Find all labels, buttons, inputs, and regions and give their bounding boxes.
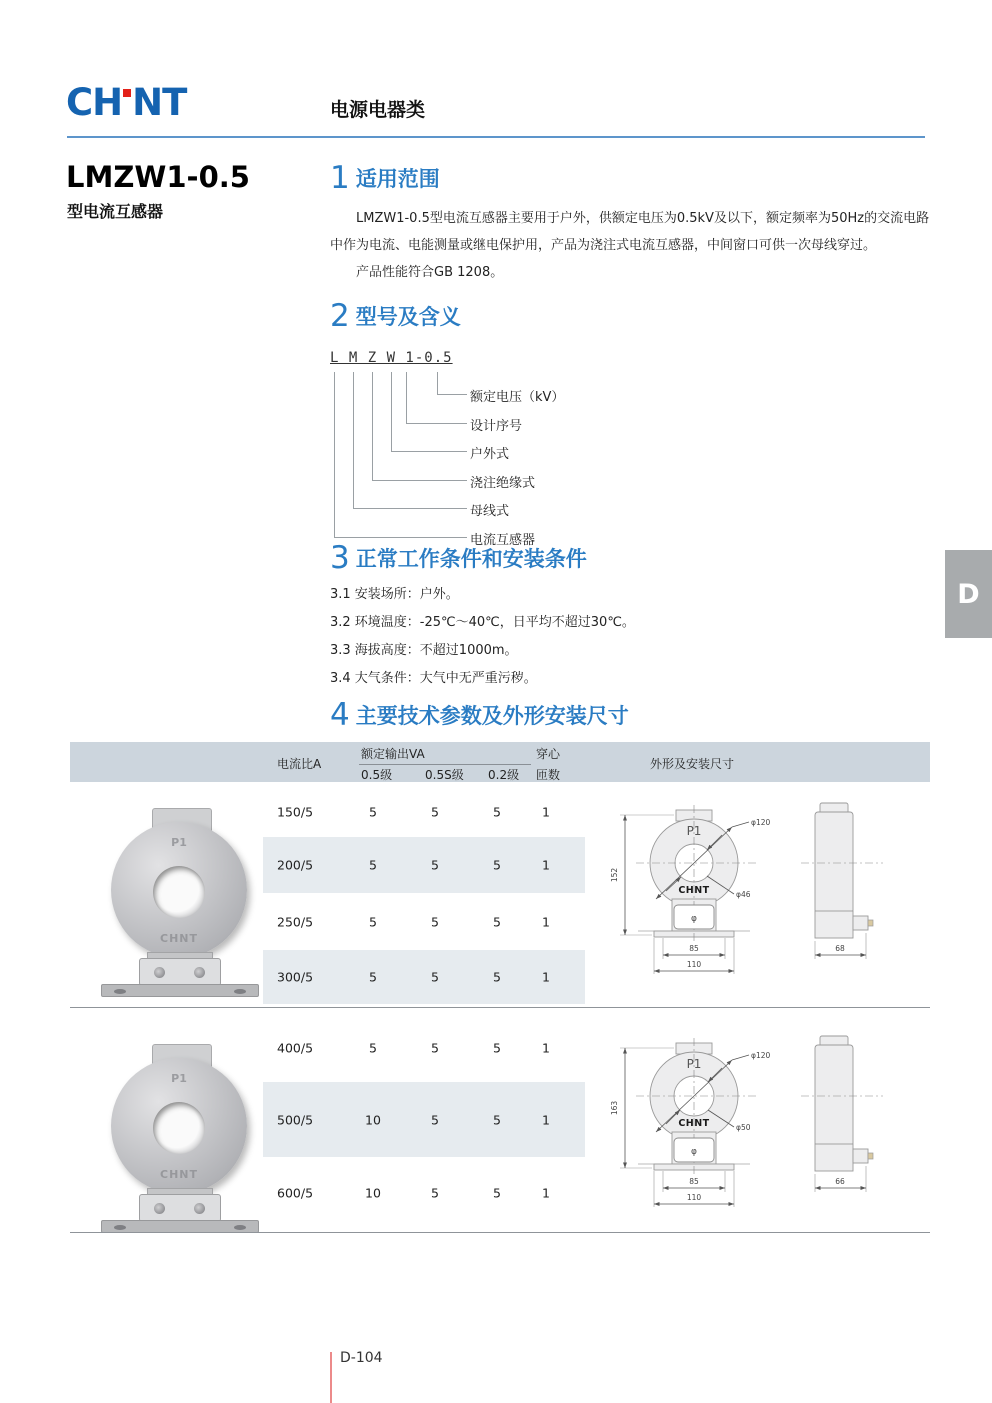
width-110-dim: 110 [686, 1193, 702, 1202]
width-85-dim: 85 [689, 944, 699, 953]
model-code: L M Z W 1-0.5 [330, 350, 453, 366]
cell-05: 10 [365, 1112, 381, 1127]
col-dimensions: 外形及安装尺寸 [650, 757, 735, 771]
section-2-heading [330, 298, 461, 334]
cell-05: 10 [365, 1185, 381, 1201]
col-class-05: 0.5级 [361, 768, 393, 782]
photo-hole [153, 1102, 205, 1154]
section-1-body [330, 205, 934, 286]
group-separator [70, 1007, 930, 1008]
section-4-title: 主要技术参数及外形安装尺寸 [355, 704, 629, 728]
depth-dim: 68 [835, 944, 845, 953]
section-1-title: 适用范围 [355, 167, 440, 191]
cell-05: 5 [369, 1040, 377, 1055]
cell-02: 5 [493, 1185, 501, 1201]
mounting-hole [114, 989, 126, 994]
table-bottom-rule [70, 1232, 930, 1233]
width-110-dim: 110 [686, 960, 702, 969]
dimension-drawing [608, 1026, 928, 1241]
section-2-number: 2 [330, 298, 350, 334]
page-number: D-104 [340, 1350, 383, 1366]
drawing-svg [608, 1026, 928, 1241]
footer-accent-line [330, 1352, 332, 1403]
cell-turns: 1 [542, 914, 550, 929]
chapter-tab: D [945, 550, 992, 638]
product-type-name: 型电流互感器 [67, 202, 164, 221]
photo-base-plate [101, 984, 259, 997]
table-row [263, 787, 585, 837]
paragraph: LMZW1-0.5型电流互感器主要用于户外，供额定电压为0.5kV及以下，额定频率为50Hz的交流电路中作为电流、电能测量或继电保护用，产品为浇注式电流互感器，中间窗口可供一次母线穿过。 [330, 211, 930, 253]
drawing-brand: CHNT [678, 1118, 710, 1129]
cell-turns: 1 [542, 969, 550, 985]
photo-ring [111, 1058, 247, 1194]
cell-02: 5 [493, 857, 501, 873]
section-3-title: 正常工作条件和安装条件 [355, 547, 587, 571]
table-row [263, 893, 585, 950]
col-turns-line1: 穿心 [536, 747, 561, 761]
cell-turns: 1 [542, 804, 550, 820]
paragraph: 产品性能符合GB 1208。 [356, 265, 504, 280]
meaning-label: 户外式 [470, 447, 510, 462]
cell-05s: 5 [431, 1112, 439, 1127]
phi-symbol: φ [691, 1147, 697, 1157]
cell-05s: 5 [431, 1185, 439, 1201]
cell-05: 5 [369, 969, 377, 985]
photo-p1-label: P1 [171, 1072, 187, 1085]
side-view [801, 1036, 883, 1192]
cell-ratio: 150/5 [277, 804, 314, 820]
p1-label: P1 [686, 824, 702, 838]
section-1-heading [330, 160, 440, 196]
meaning-label: 母线式 [470, 504, 510, 519]
section-3-heading [330, 540, 587, 576]
logo-text-right: NT [132, 81, 187, 124]
section-3-number: 3 [330, 540, 350, 576]
section-1-number: 1 [330, 160, 350, 196]
product-photo [95, 1038, 265, 1234]
product-photo [95, 802, 265, 998]
cell-02: 5 [493, 1112, 501, 1127]
outer-diameter: φ120 [751, 1051, 771, 1060]
table-row [263, 1165, 585, 1221]
cell-05: 5 [369, 914, 377, 929]
front-view [610, 805, 770, 974]
cell-ratio: 300/5 [277, 969, 314, 985]
meaning-label: 额定电压（kV） [470, 390, 565, 405]
mounting-hole [234, 1225, 246, 1230]
product-model: LMZW1-0.5 [66, 160, 250, 194]
photo-hole [153, 866, 205, 918]
cell-ratio: 400/5 [277, 1040, 314, 1055]
side-view [801, 803, 883, 959]
cell-02: 5 [493, 804, 501, 820]
meaning-label: 电流互感器 [470, 533, 536, 548]
photo-terminal-block [139, 1194, 221, 1222]
rated-output-underline [359, 764, 531, 765]
cell-02: 5 [493, 914, 501, 929]
section-2-title: 型号及含义 [355, 305, 461, 329]
photo-brand-label: CHNT [160, 932, 198, 945]
p1-label: P1 [686, 1057, 702, 1071]
table-header [70, 742, 930, 782]
table-row [263, 837, 585, 893]
width-85-dim: 85 [689, 1177, 699, 1186]
section-4-number: 4 [330, 697, 350, 733]
col-current-ratio: 电流比A [277, 757, 322, 771]
col-turns-line2: 匝数 [536, 768, 561, 782]
page-category: 电源电器类 [330, 99, 426, 121]
condition-item: 3.3 海拔高度：不超过1000m。 [330, 643, 518, 658]
front-view [610, 1038, 770, 1207]
cell-turns: 1 [542, 1185, 550, 1201]
logo-text-left: CH [66, 81, 123, 124]
cell-05s: 5 [431, 857, 439, 873]
cell-turns: 1 [542, 857, 550, 873]
height-dim: 152 [610, 867, 619, 883]
terminal-screw [154, 967, 165, 978]
mounting-hole [234, 989, 246, 994]
terminal-screw [194, 1203, 205, 1214]
cell-02: 5 [493, 969, 501, 985]
outer-diameter: φ120 [751, 818, 771, 827]
photo-brand-label: CHNT [160, 1168, 198, 1181]
dimension-drawing [608, 793, 928, 1008]
cell-turns: 1 [542, 1040, 550, 1055]
cell-05: 5 [369, 804, 377, 820]
inner-diameter: φ50 [736, 1123, 751, 1132]
table-row [263, 1082, 585, 1157]
condition-item: 3.1 安装场所：户外。 [330, 587, 459, 602]
meaning-label: 浇注绝缘式 [470, 476, 536, 491]
phi-symbol: φ [691, 914, 697, 924]
chint-logo [66, 81, 187, 124]
cell-ratio: 500/5 [277, 1112, 314, 1127]
depth-dim: 66 [835, 1177, 845, 1186]
photo-terminal-block [139, 958, 221, 986]
condition-item: 3.4 大气条件：大气中无严重污秽。 [330, 671, 537, 686]
cell-ratio: 200/5 [277, 857, 314, 873]
terminal-screw [154, 1203, 165, 1214]
drawing-svg [608, 793, 928, 1008]
logo-red-dot-icon [123, 89, 131, 97]
table-row [263, 950, 585, 1004]
terminal-screw [194, 967, 205, 978]
drawing-brand: CHNT [678, 885, 710, 896]
section-4-heading [330, 697, 629, 733]
inner-diameter: φ46 [736, 890, 751, 899]
mounting-hole [114, 1225, 126, 1230]
condition-item: 3.2 环境温度：-25℃～40℃，日平均不超过30℃。 [330, 615, 635, 630]
connector-line [334, 372, 467, 538]
table-row [263, 1020, 585, 1075]
height-dim: 163 [610, 1100, 619, 1116]
cell-ratio: 250/5 [277, 914, 314, 929]
cell-05s: 5 [431, 804, 439, 820]
col-class-02: 0.2级 [488, 768, 520, 782]
meaning-label: 设计序号 [470, 419, 523, 434]
cell-02: 5 [493, 1040, 501, 1055]
cell-turns: 1 [542, 1112, 550, 1127]
cell-05: 5 [369, 857, 377, 873]
photo-ring [111, 822, 247, 958]
cell-05s: 5 [431, 969, 439, 985]
col-class-05s: 0.5S级 [425, 768, 464, 782]
col-rated-output: 额定输出VA [361, 747, 425, 761]
header-divider [67, 136, 925, 138]
cell-ratio: 600/5 [277, 1185, 314, 1201]
photo-p1-label: P1 [171, 836, 187, 849]
cell-05s: 5 [431, 1040, 439, 1055]
cell-05s: 5 [431, 914, 439, 929]
